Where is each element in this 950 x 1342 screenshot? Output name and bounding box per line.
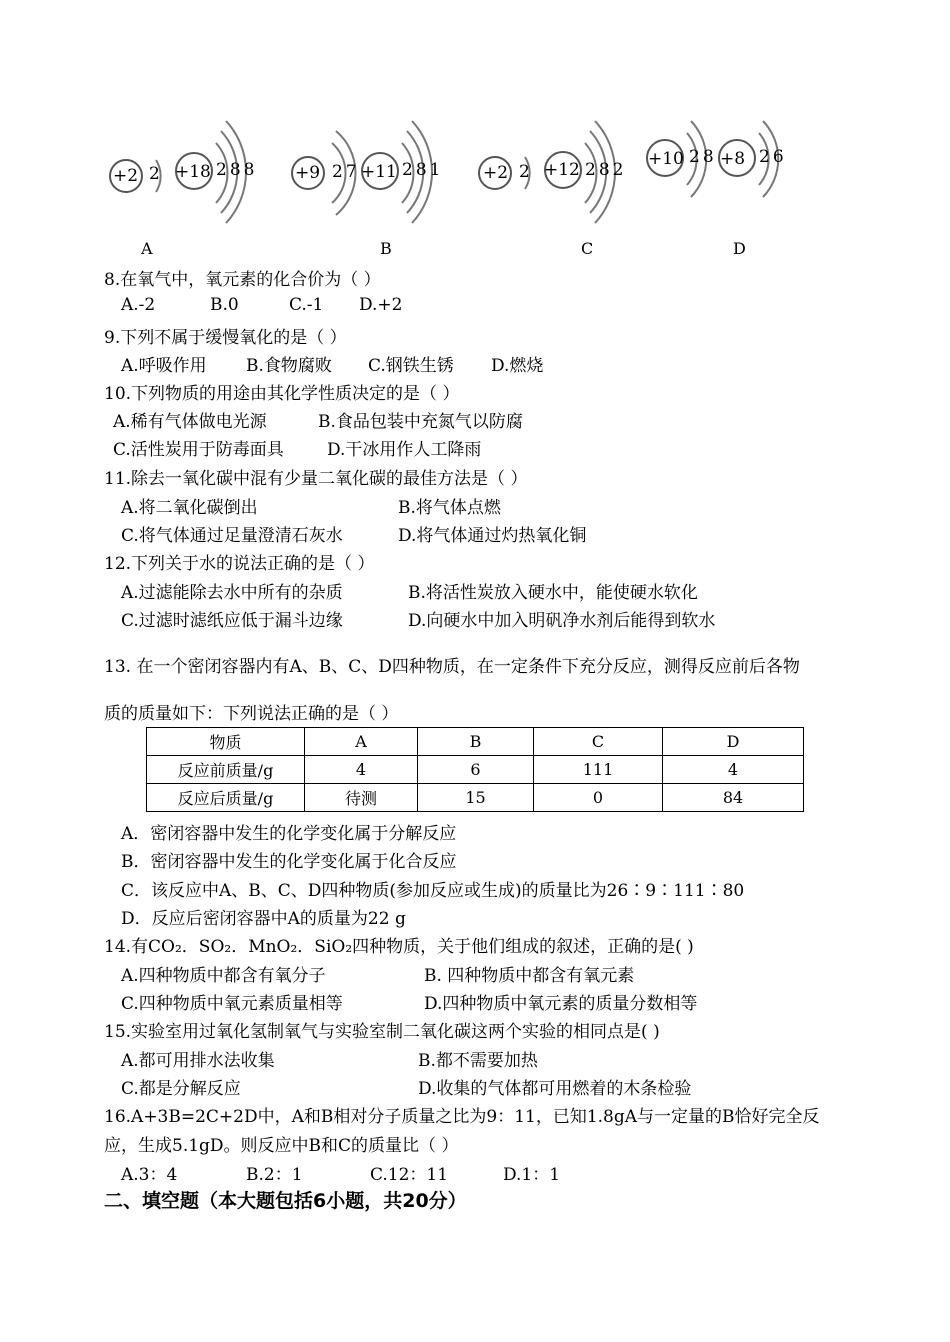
table-cell: 111 (534, 756, 663, 784)
q11-option-a[interactable]: A.将二氧化碳倒出 (121, 498, 258, 518)
diagram-label: A (141, 239, 153, 258)
nucleus-label: +9 (295, 163, 321, 183)
question-16-stem-line1: 16.A+3B=2C+2D中，A和B相对分子质量之比为9：11，已知1.8gA与一定量的B恰好完全反 (104, 1107, 820, 1127)
question-9-stem: 9.下列不属于缓慢氧化的是（ ） (104, 328, 347, 348)
table-header-cell: D (663, 728, 804, 756)
table-cell: 4 (663, 756, 804, 784)
q16-option-a[interactable]: A.3：4 (121, 1165, 178, 1185)
question-11-stem: 11.除去一氧化碳中混有少量二氧化碳的最佳方法是（ ） (104, 469, 528, 489)
q16-option-d[interactable]: D.1：1 (503, 1165, 561, 1185)
shell-label: 26 (759, 147, 787, 167)
q14-option-c[interactable]: C.四种物质中氧元素质量相等 (121, 994, 343, 1014)
q16-option-c[interactable]: C.12：11 (370, 1165, 449, 1185)
q9-option-d[interactable]: D.燃烧 (491, 356, 544, 376)
nucleus-label: +2 (113, 166, 139, 186)
diagram-c (475, 118, 635, 233)
q16-option-b[interactable]: B.2：1 (246, 1165, 303, 1185)
shell-label: 2 (519, 162, 530, 182)
nucleus-label: +8 (720, 149, 746, 169)
table-cell: 0 (534, 784, 663, 812)
table-cell: 15 (418, 784, 534, 812)
diagram-a (108, 118, 268, 233)
table-cell: 6 (418, 756, 534, 784)
shell-label: 288 (216, 160, 258, 180)
nucleus-label: +18 (175, 162, 211, 182)
table-header-row (147, 728, 804, 756)
q8-option-d[interactable]: D.+2 (359, 295, 403, 315)
nucleus-label: +2 (483, 163, 509, 183)
q14-option-d[interactable]: D.四种物质中氧元素的质量分数相等 (424, 994, 698, 1014)
q10-option-a[interactable]: A.稀有气体做电光源 (113, 412, 267, 432)
table-header-cell: A (305, 728, 418, 756)
q15-option-a[interactable]: A.都可用排水法收集 (121, 1051, 275, 1071)
section-2-heading: 二、填空题（本大题包括6小题，共20分） (104, 1190, 467, 1212)
shell-label: 27 (332, 162, 360, 182)
table-cell: 反应前质量/g (147, 756, 305, 784)
table-header-cell: 物质 (147, 728, 305, 756)
question-15-stem: 15.实验室用过氧化氢制氧气与实验室制二氧化碳这两个实验的相同点是( ) (104, 1022, 660, 1042)
q8-option-a[interactable]: A.-2 (121, 295, 156, 315)
diagram-label: C (581, 239, 594, 258)
q10-option-b[interactable]: B.食品包装中充氮气以防腐 (318, 412, 523, 432)
mass-table (146, 727, 804, 812)
q8-option-c[interactable]: C.-1 (289, 295, 324, 315)
q8-option-b[interactable]: B.0 (210, 295, 239, 315)
question-14-stem: 14.有CO₂．SO₂．MnO₂．SiO₂四种物质，关于他们组成的叙述，正确的是( ) (104, 937, 694, 957)
shell-label: 281 (402, 160, 444, 180)
q13-option-c[interactable]: C．该反应中A、B、C、D四种物质(参加反应或生成)的质量比为26∶9∶111∶80 (121, 881, 745, 901)
shell-label: 2 (149, 164, 160, 184)
diagram-d (645, 115, 795, 220)
q13-option-d[interactable]: D．反应后密闭容器中A的质量为22 g (121, 909, 406, 929)
q15-option-d[interactable]: D.收集的气体都可用燃着的木条检验 (418, 1079, 692, 1099)
table-header-cell: C (534, 728, 663, 756)
q9-option-b[interactable]: B.食物腐败 (246, 356, 332, 376)
table-cell: 84 (663, 784, 804, 812)
question-10-stem: 10.下列物质的用途由其化学性质决定的是（ ） (104, 384, 460, 404)
table-cell: 待测 (305, 784, 418, 812)
q11-option-d[interactable]: D.将气体通过灼热氧化铜 (398, 526, 587, 546)
table-cell: 4 (305, 756, 418, 784)
q14-option-b[interactable]: B. 四种物质中都含有氧元素 (424, 966, 635, 986)
nucleus-label: +12 (544, 160, 580, 180)
table-cell: 反应后质量/g (147, 784, 305, 812)
q12-option-a[interactable]: A.过滤能除去水中所有的杂质 (121, 583, 343, 603)
q10-option-c[interactable]: C.活性炭用于防毒面具 (113, 440, 284, 460)
table-row (147, 756, 804, 784)
q15-option-c[interactable]: C.都是分解反应 (121, 1079, 241, 1099)
q12-option-c[interactable]: C.过滤时滤纸应低于漏斗边缘 (121, 611, 343, 631)
q11-option-c[interactable]: C.将气体通过足量澄清石灰水 (121, 526, 343, 546)
q12-option-b[interactable]: B.将活性炭放入硬水中，能使硬水软化 (408, 583, 698, 603)
q9-option-a[interactable]: A.呼吸作用 (121, 356, 207, 376)
table-header-cell: B (418, 728, 534, 756)
table-row (147, 784, 804, 812)
q13-option-b[interactable]: B．密闭容器中发生的化学变化属于化合反应 (121, 852, 457, 872)
q15-option-b[interactable]: B.都不需要加热 (418, 1051, 538, 1071)
q13-option-a[interactable]: A．密闭容器中发生的化学变化属于分解反应 (121, 824, 457, 844)
diagram-b (290, 118, 450, 233)
diagram-label: D (733, 239, 746, 258)
q14-option-a[interactable]: A.四种物质中都含有氧分子 (121, 966, 326, 986)
question-12-stem: 12.下列关于水的说法正确的是（ ） (104, 554, 375, 574)
q10-option-d[interactable]: D.干冰用作人工降雨 (327, 440, 482, 460)
question-8-stem: 8.在氧气中，氧元素的化合价为（ ） (104, 270, 381, 290)
question-13-stem-line2: 质的质量如下：下列说法正确的是（ ） (104, 704, 399, 724)
diagram-label: B (380, 239, 392, 258)
nucleus-label: +11 (361, 162, 397, 182)
q9-option-c[interactable]: C.钢铁生锈 (368, 356, 454, 376)
shell-label: 282 (585, 160, 627, 180)
q11-option-b[interactable]: B.将气体点燃 (398, 498, 501, 518)
nucleus-label: +10 (648, 149, 684, 169)
q12-option-d[interactable]: D.向硬水中加入明矾净水剂后能得到软水 (408, 611, 716, 631)
question-13-stem-line1: 13. 在一个密闭容器内有A、B、C、D四种物质，在一定条件下充分反应，测得反应前后各物 (104, 657, 800, 677)
shell-label: 28 (689, 147, 717, 167)
question-16-stem-line2: 应，生成5.1gD。则反应中B和C的质量比（ ） (104, 1136, 459, 1156)
